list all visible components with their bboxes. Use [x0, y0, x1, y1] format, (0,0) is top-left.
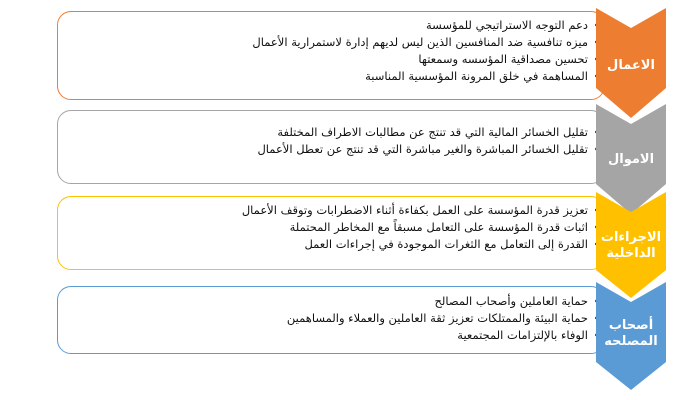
- list-item: • تعزيز قدرة المؤسسة على العمل بكفاءة أثناء الاضطرابات وتوقف الأعمال: [58, 202, 604, 219]
- list-item: • القدرة إلى التعامل مع الثغرات الموجودة في إجراءات العمل: [58, 236, 604, 253]
- section-stakeholders-panel: [57, 286, 605, 354]
- section-stakeholders-list: [58, 293, 604, 344]
- section-finance-list: [58, 124, 604, 158]
- list-item: • تحسين مصداقية المؤسسه وسمعتها: [58, 51, 604, 68]
- section-procedures-label: [596, 230, 666, 262]
- section-stakeholders-chevron: [596, 282, 666, 390]
- section-stakeholders-label: [596, 318, 666, 350]
- list-item: • ميزه تنافسية ضد المنافسين الذين ليس لديهم إدارة لاستمرارية الأعمال: [58, 34, 604, 51]
- section-procedures-label-line2: الداخلية: [606, 246, 656, 261]
- section-business-list: [58, 17, 604, 85]
- list-item: • اثبات قدرة المؤسسة على التعامل مسبقاً مع المخاطر المحتملة: [58, 219, 604, 236]
- list-item: • حماية العاملين وأصحاب المصالح: [58, 293, 604, 310]
- section-procedures-panel: [57, 196, 605, 270]
- section-finance-label: الاموال: [607, 152, 655, 167]
- section-procedures-label-line1: الاجراءات: [600, 230, 662, 245]
- list-item: • المساهمة في خلق المرونة المؤسسية المناسبة: [58, 68, 604, 85]
- list-item: • دعم التوجه الاستراتيجي للمؤسسة: [58, 17, 604, 34]
- list-item: • تقليل الخسائر المالية التي قد تنتج عن مطالبات الاطراف المختلفة: [58, 124, 604, 141]
- section-finance-panel: [57, 110, 605, 184]
- section-procedures-list: [58, 202, 604, 253]
- section-business-chevron: [596, 8, 666, 118]
- list-item: • الوفاء بالإلتزامات المجتمعية: [58, 327, 604, 344]
- section-stakeholders-label-line1: أصحاب: [608, 318, 654, 333]
- list-item: • تقليل الخسائر المباشرة والغير مباشرة التي قد تنتج عن تعطل الأعمال: [58, 141, 604, 158]
- list-item: • حماية البيئة والممتلكات تعزيز ثقة العاملين والعملاء والمساهمين: [58, 310, 604, 327]
- section-business-panel: [57, 11, 605, 100]
- section-stakeholders-label-line2: المصلحه: [604, 334, 658, 349]
- section-business-label: الاعمال: [607, 58, 655, 73]
